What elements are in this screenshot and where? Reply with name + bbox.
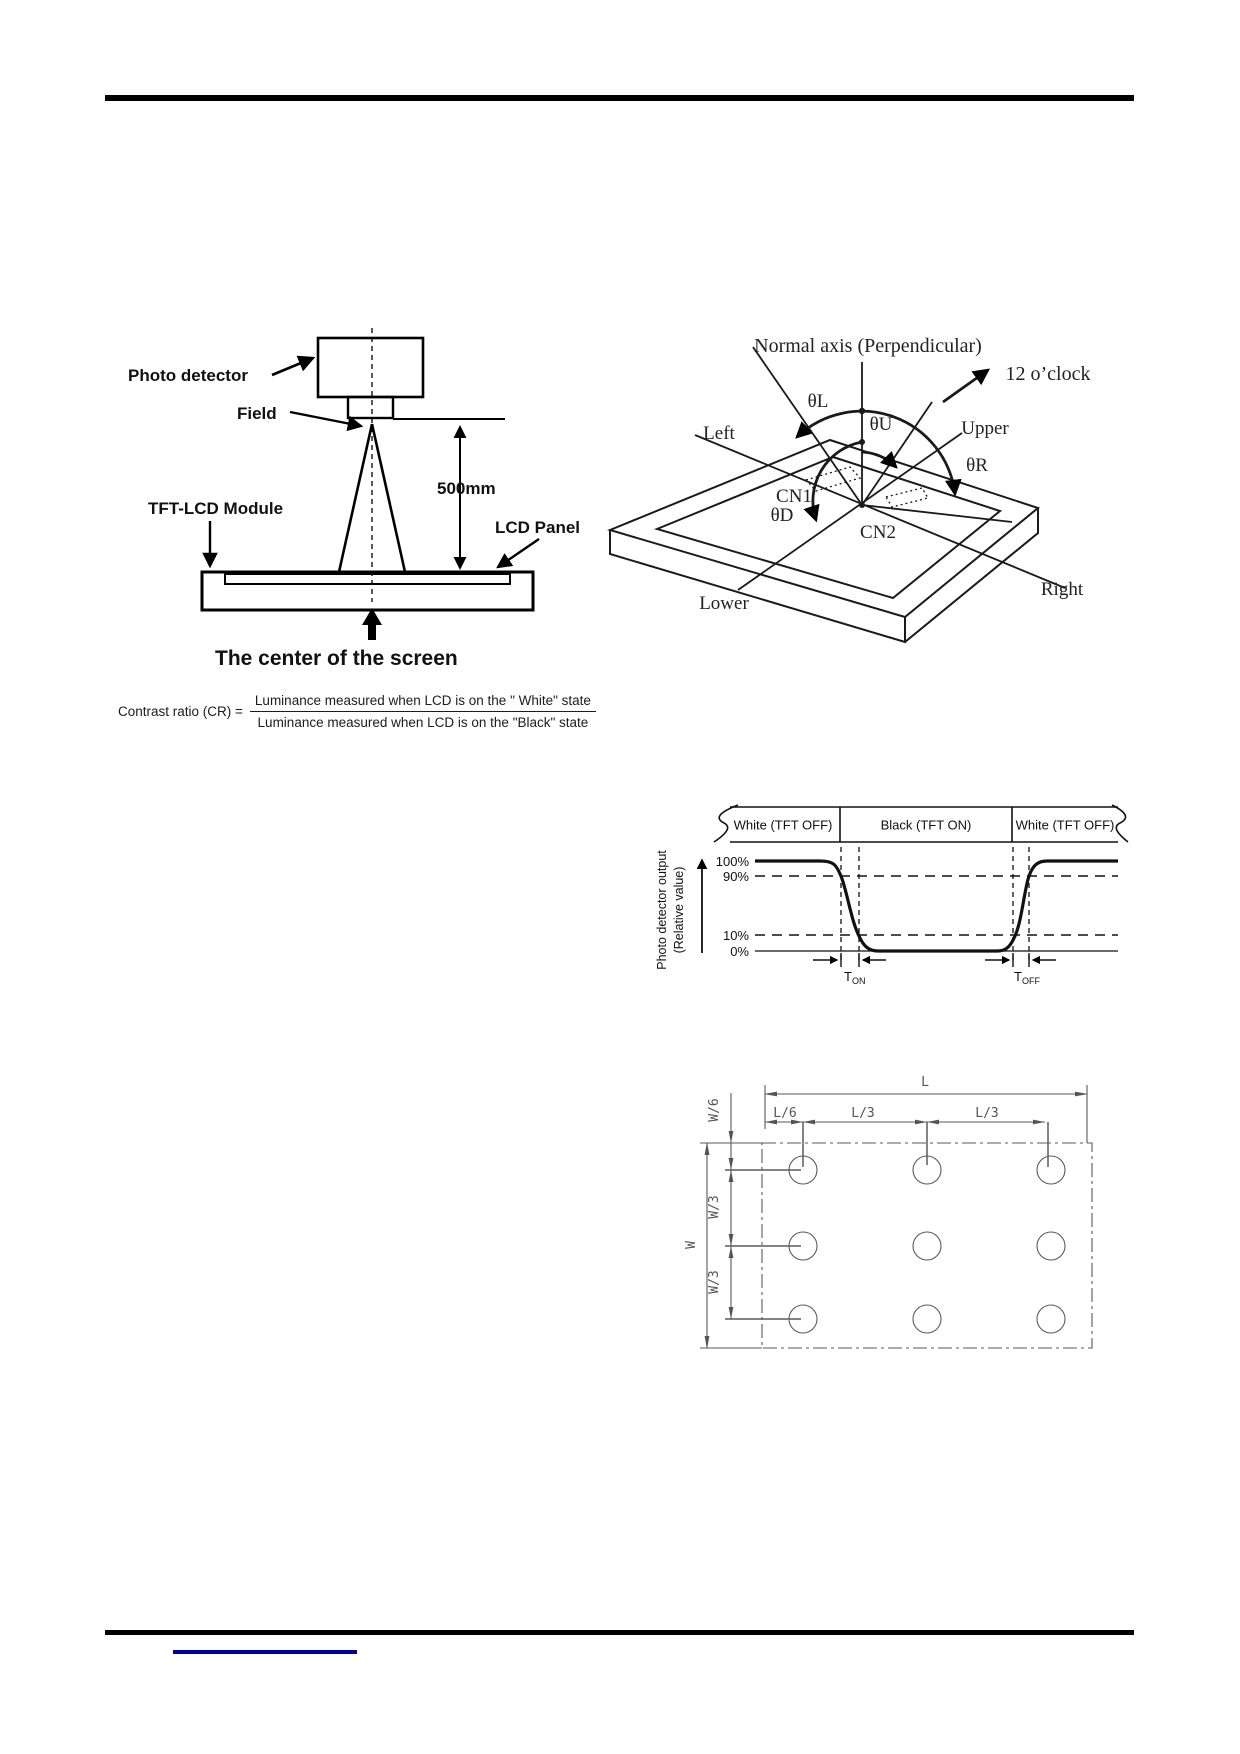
w6-label: W/6 bbox=[707, 1098, 722, 1122]
normal-axis-label: Normal axis (Perpendicular) bbox=[754, 335, 982, 357]
w-label: W bbox=[684, 1241, 699, 1249]
theta-r-label: θR bbox=[966, 455, 988, 476]
bottom-rule bbox=[105, 1630, 1134, 1635]
cn2-connector-dotted bbox=[886, 488, 928, 507]
center-arrow bbox=[362, 608, 382, 640]
photo-detector-arrow bbox=[272, 358, 313, 375]
left-label: Left bbox=[703, 423, 735, 444]
upper-label: Upper bbox=[961, 418, 1009, 439]
theta-d-label: θD bbox=[770, 505, 794, 526]
photo-detector-label: Photo detector bbox=[128, 366, 248, 385]
y-axis-label-line2: (Relative value) bbox=[672, 866, 686, 954]
module-label: TFT-LCD Module bbox=[148, 499, 284, 518]
detector-lens-box bbox=[348, 397, 393, 418]
formula-denominator: Luminance measured when LCD is on the "Black" state bbox=[257, 715, 589, 730]
photo-detector-box bbox=[318, 338, 423, 397]
segment-white-1: White (TFT OFF) bbox=[733, 817, 833, 833]
viewing-angle-diagram bbox=[610, 290, 1110, 625]
segment-black: Black (TFT ON) bbox=[880, 817, 972, 833]
measurement-points bbox=[789, 1156, 1065, 1333]
l6-label: L/6 bbox=[773, 1106, 797, 1121]
center-caption: The center of the screen bbox=[215, 647, 458, 670]
active-area-dashdot-rect bbox=[762, 1143, 1092, 1348]
level-90: 90% bbox=[722, 869, 749, 884]
theta-u-label: θU bbox=[869, 414, 893, 435]
top-rule bbox=[105, 95, 1134, 101]
theta-l-label: θL bbox=[807, 391, 829, 412]
level-0: 0% bbox=[730, 944, 749, 959]
right-label: Right bbox=[1040, 579, 1084, 600]
cone-right-edge bbox=[372, 424, 405, 572]
measurement-setup-diagram bbox=[115, 290, 615, 685]
segment-white-2: White (TFT OFF) bbox=[1015, 817, 1115, 833]
y-axis-label-line1: Photo detector output bbox=[655, 850, 669, 970]
module-slab-sides bbox=[610, 508, 1038, 642]
detector-output-curve bbox=[755, 861, 1118, 951]
ton-toff-arrows bbox=[813, 953, 1056, 967]
formula-fraction bbox=[250, 693, 596, 730]
distance-label: 500mm bbox=[437, 479, 496, 498]
twelve-oclock-arrow bbox=[943, 370, 988, 402]
cn2-label: CN2 bbox=[860, 522, 896, 543]
footer-link-underline[interactable] bbox=[173, 1650, 357, 1654]
transition-dashed-lines bbox=[841, 847, 1029, 964]
formula-numerator: Luminance measured when LCD is on the " White" state bbox=[250, 693, 596, 712]
cn1-label: CN1 bbox=[776, 486, 812, 507]
contrast-ratio-formula bbox=[118, 693, 596, 730]
nine-point-measurement-diagram bbox=[615, 1055, 1115, 1365]
field-label: Field bbox=[237, 404, 277, 423]
left-right-axis bbox=[695, 435, 1065, 588]
t-off-label: $T_{OFF}$ bbox=[1014, 969, 1040, 986]
lcd-panel-outline bbox=[225, 574, 510, 584]
tft-module-outline bbox=[202, 572, 533, 610]
l3b-label: L/3 bbox=[975, 1106, 999, 1121]
response-time-diagram bbox=[650, 790, 1125, 995]
panel-label: LCD Panel bbox=[495, 518, 581, 537]
l3a-label: L/3 bbox=[851, 1106, 875, 1121]
cone-left-edge bbox=[339, 424, 372, 572]
panel-arrow bbox=[498, 539, 539, 567]
twelve-oclock-label: 12 o’clock bbox=[1005, 363, 1091, 385]
band-break-right bbox=[1112, 805, 1128, 842]
formula-lhs: Contrast ratio (CR) = bbox=[118, 704, 243, 719]
level-10: 10% bbox=[722, 928, 749, 943]
w3a-label: W/3 bbox=[707, 1195, 722, 1219]
level-100: 100% bbox=[715, 854, 749, 869]
lower-label: Lower bbox=[699, 593, 749, 614]
l-label: L bbox=[921, 1075, 929, 1090]
t-on-label: $T_{ON}$ bbox=[844, 969, 866, 986]
w3b-label: W/3 bbox=[707, 1270, 722, 1294]
